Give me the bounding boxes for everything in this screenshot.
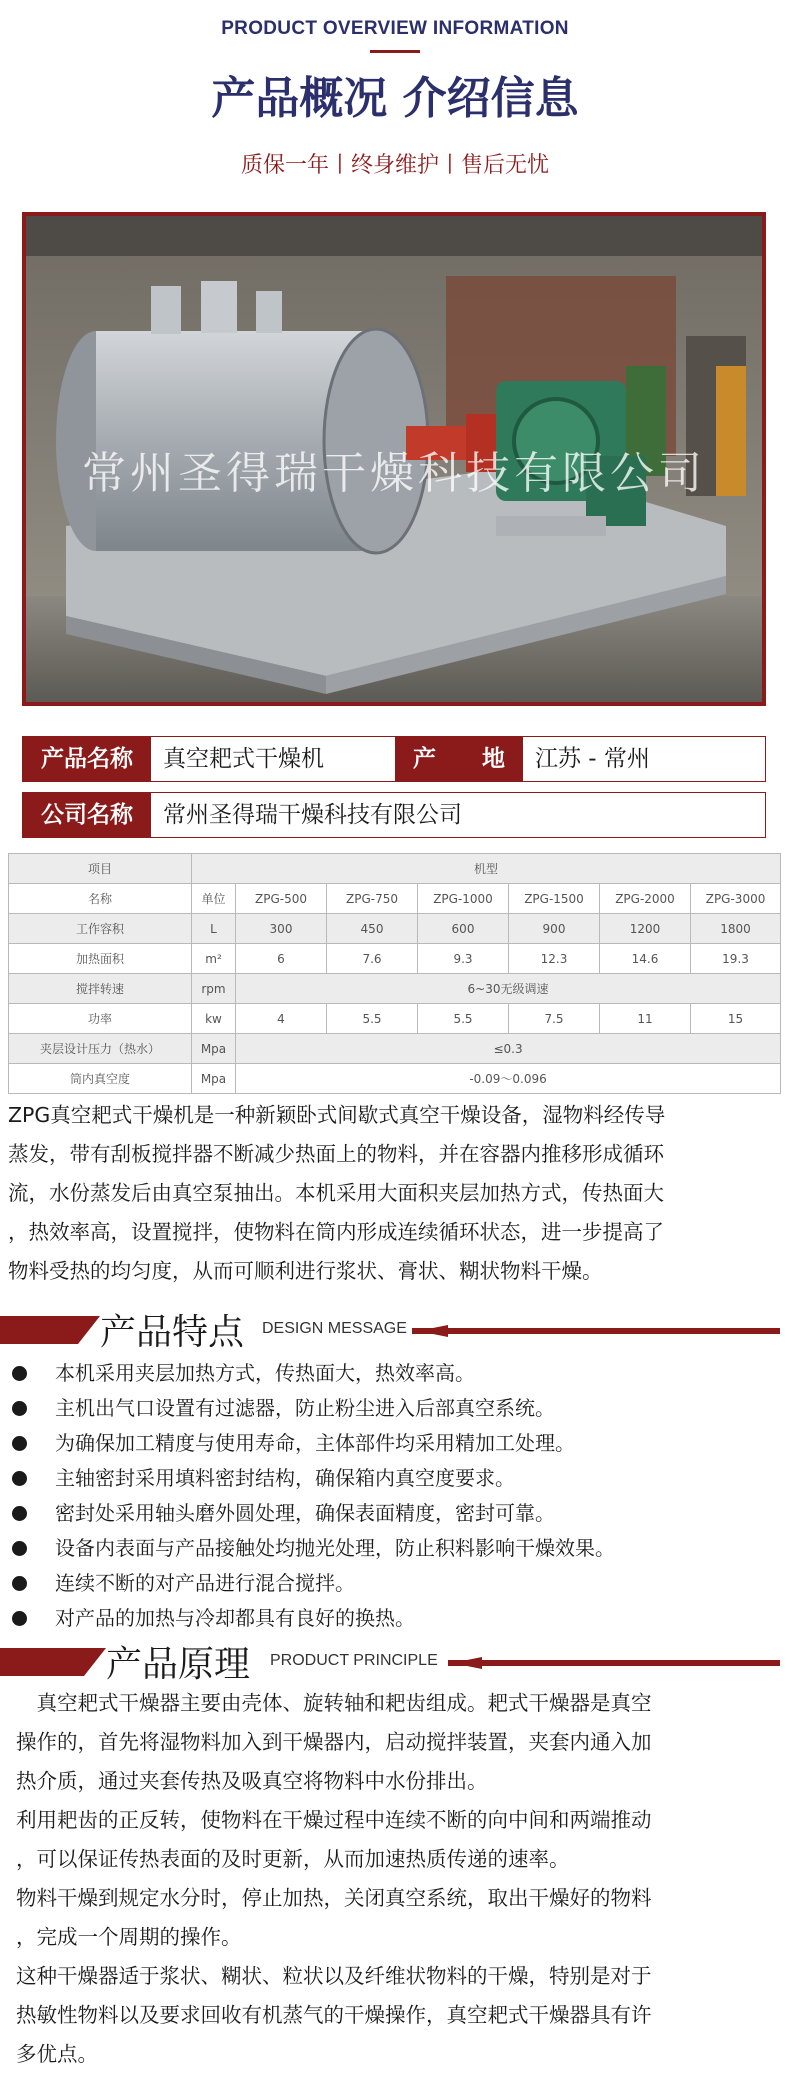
features-list (0, 1356, 790, 1636)
banner-arrow-tip (418, 1325, 448, 1337)
table-cell: 功率 (9, 1004, 192, 1034)
dryer-machine-illustration (26, 216, 762, 702)
spec-table (8, 853, 781, 1094)
table-cell: 7.5 (509, 1004, 600, 1034)
principle-line: 热敏性物料以及要求回收有机蒸气的干燥操作，真空耙式干燥器具有许 (16, 2003, 652, 2027)
bullet-icon (12, 1471, 27, 1486)
intro-line: 蒸发，带有刮板搅拌器不断减少热面上的物料，并在容器内推移形成循环 (8, 1142, 664, 1166)
table-cell: Mpa (192, 1034, 236, 1064)
intro-paragraph (8, 1096, 788, 1291)
feature-text: 连续不断的对产品进行混合搅拌。 (55, 1571, 355, 1595)
feature-text: 设备内表面与产品接触处均抛光处理，防止积料影响干燥效果。 (55, 1536, 615, 1560)
principle-line: 热介质，通过夹套传热及吸真空将物料中水份排出。 (16, 1769, 488, 1793)
product-name-label: 产品名称 (23, 737, 151, 781)
table-header-model: 机型 (192, 854, 781, 884)
origin-label: 产 地 (395, 737, 523, 781)
table-row (9, 1004, 781, 1034)
principle-line: ，可以保证传热表面的及时更新，从而加速热质传递的速率。 (16, 1847, 570, 1871)
intro-line: ，热效率高，设置搅拌，使物料在筒内形成连续循环状态，进一步提高了 (8, 1220, 664, 1244)
origin-value: 江苏 - 常州 (535, 746, 650, 772)
feature-text: 密封处采用轴头磨外圆处理，确保表面精度，密封可靠。 (55, 1501, 555, 1525)
info-row-product (22, 736, 766, 782)
table-cell: 名称 (9, 884, 192, 914)
company-value: 常州圣得瑞干燥科技有限公司 (163, 802, 462, 828)
table-cell: 单位 (192, 884, 236, 914)
list-item (0, 1531, 790, 1566)
photo-watermark: 常州圣得瑞干燥科技有限公司 (82, 448, 706, 499)
table-cell: 5.5 (418, 1004, 509, 1034)
table-header-item: 项目 (9, 854, 192, 884)
principle-line: 利用耙齿的正反转，使物料在干燥过程中连续不断的向中间和两端推动 (16, 1808, 652, 1832)
bullet-icon (12, 1436, 27, 1451)
principle-paragraph (16, 1684, 788, 2074)
table-cell: 6~30无级调速 (236, 974, 781, 1004)
table-cell: 11 (600, 1004, 691, 1034)
table-row (9, 974, 781, 1004)
principle-line: 多优点。 (16, 2042, 98, 2066)
bullet-icon (12, 1366, 27, 1381)
list-item (0, 1461, 790, 1496)
feature-text: 对产品的加热与冷却都具有良好的换热。 (55, 1606, 415, 1630)
table-cell: ≤0.3 (236, 1034, 781, 1064)
table-cell: 5.5 (327, 1004, 418, 1034)
table-row (9, 884, 781, 914)
banner-arrow-left (0, 1648, 106, 1676)
banner-bar-right (448, 1660, 780, 1666)
bullet-icon (12, 1506, 27, 1521)
info-row-company (22, 792, 766, 838)
product-name-value: 真空耙式干燥机 (163, 746, 324, 772)
table-cell: ZPG-750 (327, 884, 418, 914)
table-row (9, 1034, 781, 1064)
table-cell: 300 (236, 914, 327, 944)
intro-line: 流，水份蒸发后由真空泵抽出。本机采用大面积夹层加热方式，传热面大 (8, 1181, 664, 1205)
list-item (0, 1601, 790, 1636)
table-row (9, 1064, 781, 1094)
product-photo (22, 212, 766, 706)
table-cell: 筒内真空度 (9, 1064, 192, 1094)
table-cell: 1800 (691, 914, 781, 944)
feature-text: 主机出气口设置有过滤器，防止粉尘进入后部真空系统。 (55, 1396, 555, 1420)
feature-text: 主轴密封采用填料密封结构，确保箱内真空度要求。 (55, 1466, 515, 1490)
header-cn-title: 产品概况 介绍信息 (211, 73, 579, 124)
table-cell: ZPG-1000 (418, 884, 509, 914)
table-cell: 14.6 (600, 944, 691, 974)
table-row (9, 914, 781, 944)
table-cell: 工作容积 (9, 914, 192, 944)
table-cell: 搅拌转速 (9, 974, 192, 1004)
principle-line: 真空耙式干燥器主要由壳体、旋转轴和耙齿组成。耙式干燥器是真空 (16, 1691, 652, 1715)
table-cell: 19.3 (691, 944, 781, 974)
list-item (0, 1391, 790, 1426)
table-cell: 15 (691, 1004, 781, 1034)
banner-arrow-tip (452, 1657, 482, 1669)
table-cell: Mpa (192, 1064, 236, 1094)
list-item (0, 1356, 790, 1391)
header-subtitle: 质保一年丨终身维护丨售后无忧 (240, 153, 549, 178)
principle-line: 操作的，首先将湿物料加入到干燥器内，启动搅拌装置，夹套内通入加 (16, 1730, 652, 1754)
table-cell: ZPG-500 (236, 884, 327, 914)
principle-line: ，完成一个周期的操作。 (16, 1925, 242, 1949)
list-item (0, 1426, 790, 1461)
features-banner (0, 1302, 790, 1358)
table-cell: ZPG-3000 (691, 884, 781, 914)
table-cell: 1200 (600, 914, 691, 944)
table-cell: 600 (418, 914, 509, 944)
table-cell: -0.09～0.096 (236, 1064, 781, 1094)
bullet-icon (12, 1611, 27, 1626)
table-cell: 6 (236, 944, 327, 974)
table-cell: 450 (327, 914, 418, 944)
table-cell: ZPG-2000 (600, 884, 691, 914)
table-cell: rpm (192, 974, 236, 1004)
table-cell: 4 (236, 1004, 327, 1034)
header-divider (370, 50, 420, 53)
table-row (9, 854, 781, 884)
intro-line: 物料受热的均匀度，从而可顺利进行浆状、膏状、糊状物料干燥。 (8, 1259, 603, 1283)
table-cell: 900 (509, 914, 600, 944)
principle-banner (0, 1634, 790, 1690)
table-cell: 7.6 (327, 944, 418, 974)
banner-arrow-left (0, 1316, 100, 1344)
bullet-icon (12, 1401, 27, 1416)
table-cell: ZPG-1500 (509, 884, 600, 914)
features-title: 产品特点 (100, 1312, 245, 1353)
table-cell: 加热面积 (9, 944, 192, 974)
table-row (9, 944, 781, 974)
feature-text: 本机采用夹层加热方式，传热面大，热效率高。 (55, 1361, 475, 1385)
header-en-title: PRODUCT OVERVIEW INFORMATION (221, 18, 569, 39)
features-en-title: DESIGN MESSAGE (262, 1320, 407, 1337)
feature-text: 为确保加工精度与使用寿命，主体部件均采用精加工处理。 (55, 1431, 575, 1455)
bullet-icon (12, 1541, 27, 1556)
table-cell: 12.3 (509, 944, 600, 974)
table-cell: m² (192, 944, 236, 974)
table-cell: L (192, 914, 236, 944)
principle-en-title: PRODUCT PRINCIPLE (270, 1652, 438, 1669)
list-item (0, 1496, 790, 1531)
table-cell: 夹层设计压力（热水） (9, 1034, 192, 1064)
table-cell: 9.3 (418, 944, 509, 974)
principle-title: 产品原理 (106, 1644, 251, 1685)
principle-line: 这种干燥器适于浆状、糊状、粒状以及纤维状物料的干燥，特别是对于 (16, 1964, 652, 1988)
table-cell: kw (192, 1004, 236, 1034)
company-label: 公司名称 (23, 793, 151, 837)
intro-line: ZPG真空耙式干燥机是一种新颖卧式间歇式真空干燥设备，湿物料经传导 (8, 1103, 666, 1127)
bullet-icon (12, 1576, 27, 1591)
list-item (0, 1566, 790, 1601)
principle-line: 物料干燥到规定水分时，停止加热，关闭真空系统，取出干燥好的物料 (16, 1886, 652, 1910)
banner-bar-right (412, 1328, 780, 1334)
